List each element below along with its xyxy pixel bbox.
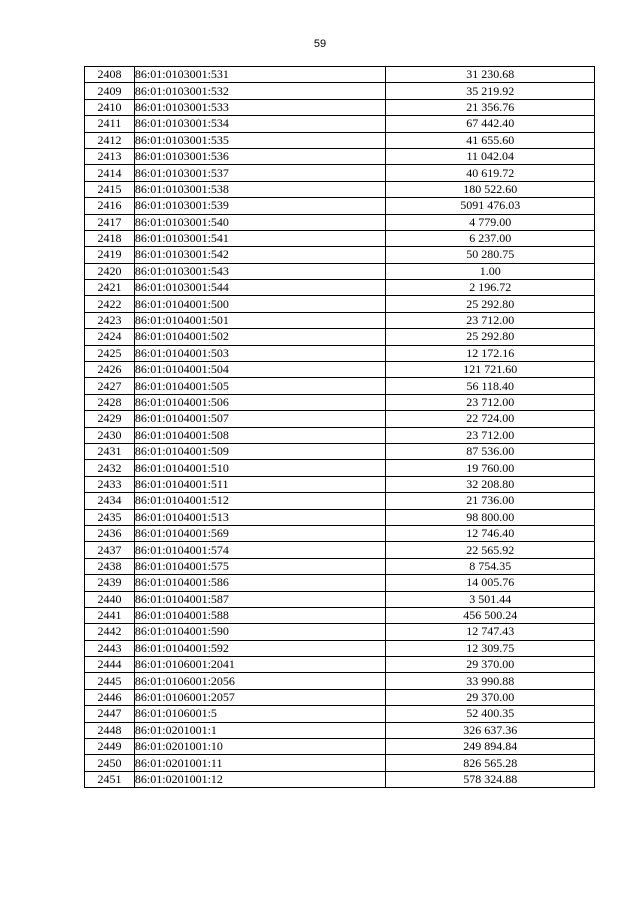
table-row [85, 657, 595, 673]
cadastral-value: 5091 476.03 [386, 198, 595, 214]
table-row [85, 493, 595, 509]
cadastral-number: 86:01:0106001:2057 [134, 689, 386, 705]
row-number: 2438 [85, 558, 135, 574]
row-number: 2437 [85, 542, 135, 558]
cadastral-number: 86:01:0103001:533 [134, 99, 386, 115]
table-row [85, 673, 595, 689]
cadastral-number: 86:01:0104001:587 [134, 591, 386, 607]
cadastral-value: 180 522.60 [386, 181, 595, 197]
cadastral-value: 2 196.72 [386, 280, 595, 296]
cadastral-number: 86:01:0104001:586 [134, 575, 386, 591]
table-row [85, 99, 595, 115]
table-row [85, 624, 595, 640]
row-number: 2427 [85, 378, 135, 394]
cadastral-number: 86:01:0201001:10 [134, 739, 386, 755]
table-row [85, 706, 595, 722]
table-row [85, 312, 595, 328]
table-row [85, 280, 595, 296]
cadastral-number: 86:01:0103001:531 [134, 67, 386, 83]
cadastral-value: 249 894.84 [386, 739, 595, 755]
cadastral-number: 86:01:0104001:588 [134, 607, 386, 623]
cadastral-value: 326 637.36 [386, 722, 595, 738]
cadastral-number: 86:01:0104001:503 [134, 345, 386, 361]
table-row [85, 542, 595, 558]
row-number: 2424 [85, 329, 135, 345]
cadastral-value: 12 746.40 [386, 525, 595, 541]
cadastral-number: 86:01:0104001:512 [134, 493, 386, 509]
cadastral-number: 86:01:0103001:539 [134, 198, 386, 214]
row-number: 2421 [85, 280, 135, 296]
row-number: 2414 [85, 165, 135, 181]
table-row [85, 230, 595, 246]
row-number: 2413 [85, 148, 135, 164]
row-number: 2408 [85, 67, 135, 83]
cadastral-number: 86:01:0104001:508 [134, 427, 386, 443]
row-number: 2411 [85, 116, 135, 132]
cadastral-number: 86:01:0104001:504 [134, 362, 386, 378]
table-row [85, 411, 595, 427]
cadastral-number: 86:01:0104001:507 [134, 411, 386, 427]
cadastral-number: 86:01:0106001:2056 [134, 673, 386, 689]
cadastral-value: 1.00 [386, 263, 595, 279]
row-number: 2439 [85, 575, 135, 591]
cadastral-value: 12 309.75 [386, 640, 595, 656]
cadastral-value: 4 779.00 [386, 214, 595, 230]
cadastral-number: 86:01:0103001:532 [134, 83, 386, 99]
cadastral-value: 50 280.75 [386, 247, 595, 263]
table-row [85, 722, 595, 738]
table-row [85, 116, 595, 132]
table-row [85, 362, 595, 378]
table-row [85, 345, 595, 361]
cadastral-number: 86:01:0201001:11 [134, 755, 386, 771]
row-number: 2449 [85, 739, 135, 755]
row-number: 2445 [85, 673, 135, 689]
row-number: 2443 [85, 640, 135, 656]
cadastral-value: 40 619.72 [386, 165, 595, 181]
row-number: 2435 [85, 509, 135, 525]
table-row [85, 476, 595, 492]
cadastral-value: 456 500.24 [386, 607, 595, 623]
table-row [85, 132, 595, 148]
row-number: 2417 [85, 214, 135, 230]
cadastral-value: 23 712.00 [386, 312, 595, 328]
cadastral-value: 22 565.92 [386, 542, 595, 558]
row-number: 2428 [85, 394, 135, 410]
cadastral-number: 86:01:0104001:592 [134, 640, 386, 656]
table-row [85, 148, 595, 164]
cadastral-number: 86:01:0103001:540 [134, 214, 386, 230]
cadastral-number: 86:01:0103001:542 [134, 247, 386, 263]
cadastral-number: 86:01:0106001:5 [134, 706, 386, 722]
cadastral-number: 86:01:0104001:510 [134, 460, 386, 476]
cadastral-value: 23 712.00 [386, 427, 595, 443]
row-number: 2420 [85, 263, 135, 279]
row-number: 2416 [85, 198, 135, 214]
row-number: 2450 [85, 755, 135, 771]
table-row [85, 247, 595, 263]
row-number: 2434 [85, 493, 135, 509]
cadastral-value: 121 721.60 [386, 362, 595, 378]
cadastral-value: 29 370.00 [386, 689, 595, 705]
cadastral-value: 14 005.76 [386, 575, 595, 591]
table-row [85, 83, 595, 99]
row-number: 2444 [85, 657, 135, 673]
cadastral-number: 86:01:0106001:2041 [134, 657, 386, 673]
cadastral-number: 86:01:0104001:505 [134, 378, 386, 394]
row-number: 2440 [85, 591, 135, 607]
cadastral-number: 86:01:0103001:537 [134, 165, 386, 181]
cadastral-value: 19 760.00 [386, 460, 595, 476]
cadastral-value: 23 712.00 [386, 394, 595, 410]
cadastral-value: 32 208.80 [386, 476, 595, 492]
row-number: 2441 [85, 607, 135, 623]
table-row [85, 591, 595, 607]
cadastral-value: 12 747.43 [386, 624, 595, 640]
cadastral-value: 25 292.80 [386, 329, 595, 345]
cadastral-value: 8 754.35 [386, 558, 595, 574]
cadastral-value: 35 219.92 [386, 83, 595, 99]
row-number: 2415 [85, 181, 135, 197]
cadastral-number: 86:01:0104001:501 [134, 312, 386, 328]
table-row [85, 198, 595, 214]
row-number: 2429 [85, 411, 135, 427]
cadastral-number: 86:01:0103001:541 [134, 230, 386, 246]
cadastral-number: 86:01:0104001:502 [134, 329, 386, 345]
cadastral-number: 86:01:0103001:544 [134, 280, 386, 296]
page-number: 59 [313, 38, 327, 50]
cadastral-number: 86:01:0201001:12 [134, 771, 386, 787]
table-row [85, 296, 595, 312]
row-number: 2422 [85, 296, 135, 312]
cadastral-value: 31 230.68 [386, 67, 595, 83]
row-number: 2430 [85, 427, 135, 443]
table-row [85, 67, 595, 83]
table-row [85, 329, 595, 345]
cadastral-number: 86:01:0103001:536 [134, 148, 386, 164]
cadastral-number: 86:01:0103001:534 [134, 116, 386, 132]
table-row [85, 640, 595, 656]
cadastral-value: 826 565.28 [386, 755, 595, 771]
cadastral-value: 11 042.04 [386, 148, 595, 164]
table-row [85, 165, 595, 181]
cadastral-value: 41 655.60 [386, 132, 595, 148]
table-body [85, 67, 595, 788]
table-row [85, 460, 595, 476]
cadastral-number: 86:01:0104001:511 [134, 476, 386, 492]
row-number: 2425 [85, 345, 135, 361]
table-row [85, 378, 595, 394]
cadastral-number: 86:01:0103001:543 [134, 263, 386, 279]
row-number: 2409 [85, 83, 135, 99]
cadastral-value: 87 536.00 [386, 443, 595, 459]
row-number: 2446 [85, 689, 135, 705]
table-row [85, 689, 595, 705]
row-number: 2423 [85, 312, 135, 328]
row-number: 2431 [85, 443, 135, 459]
cadastral-number: 86:01:0104001:575 [134, 558, 386, 574]
table-row [85, 394, 595, 410]
cadastral-value-table [84, 66, 595, 788]
cadastral-value: 6 237.00 [386, 230, 595, 246]
row-number: 2448 [85, 722, 135, 738]
cadastral-value: 578 324.88 [386, 771, 595, 787]
cadastral-value: 3 501.44 [386, 591, 595, 607]
cadastral-number: 86:01:0104001:513 [134, 509, 386, 525]
row-number: 2442 [85, 624, 135, 640]
table-row [85, 525, 595, 541]
cadastral-number: 86:01:0103001:538 [134, 181, 386, 197]
table-row [85, 558, 595, 574]
table-row [85, 181, 595, 197]
table-row [85, 755, 595, 771]
row-number: 2410 [85, 99, 135, 115]
cadastral-value: 67 442.40 [386, 116, 595, 132]
table-row [85, 214, 595, 230]
table-row [85, 607, 595, 623]
row-number: 2436 [85, 525, 135, 541]
cadastral-number: 86:01:0104001:506 [134, 394, 386, 410]
cadastral-value: 33 990.88 [386, 673, 595, 689]
cadastral-number: 86:01:0103001:535 [134, 132, 386, 148]
cadastral-value: 22 724.00 [386, 411, 595, 427]
row-number: 2433 [85, 476, 135, 492]
row-number: 2412 [85, 132, 135, 148]
table-row [85, 771, 595, 787]
table-row [85, 443, 595, 459]
cadastral-number: 86:01:0104001:500 [134, 296, 386, 312]
cadastral-value: 52 400.35 [386, 706, 595, 722]
cadastral-number: 86:01:0104001:509 [134, 443, 386, 459]
row-number: 2432 [85, 460, 135, 476]
table-row [85, 739, 595, 755]
cadastral-value: 12 172.16 [386, 345, 595, 361]
row-number: 2447 [85, 706, 135, 722]
row-number: 2426 [85, 362, 135, 378]
table-row [85, 427, 595, 443]
cadastral-number: 86:01:0104001:590 [134, 624, 386, 640]
row-number: 2451 [85, 771, 135, 787]
table-row [85, 263, 595, 279]
table-row [85, 509, 595, 525]
cadastral-number: 86:01:0104001:574 [134, 542, 386, 558]
cadastral-number: 86:01:0104001:569 [134, 525, 386, 541]
cadastral-value: 25 292.80 [386, 296, 595, 312]
cadastral-value: 29 370.00 [386, 657, 595, 673]
row-number: 2419 [85, 247, 135, 263]
row-number: 2418 [85, 230, 135, 246]
cadastral-number: 86:01:0201001:1 [134, 722, 386, 738]
table-row [85, 575, 595, 591]
cadastral-value: 98 800.00 [386, 509, 595, 525]
cadastral-value: 21 736.00 [386, 493, 595, 509]
cadastral-value: 56 118.40 [386, 378, 595, 394]
cadastral-value: 21 356.76 [386, 99, 595, 115]
